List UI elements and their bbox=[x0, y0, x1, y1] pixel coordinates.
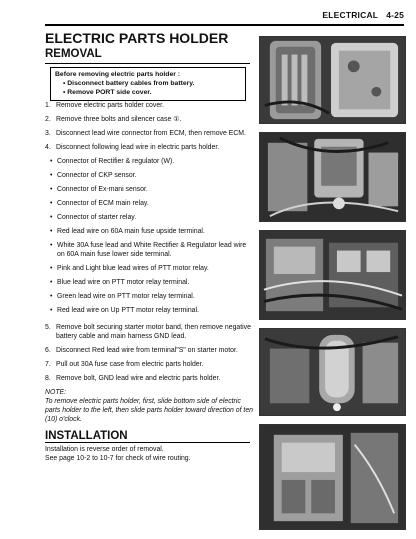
step-item bbox=[45, 346, 255, 355]
photo-silencer-case bbox=[259, 132, 406, 222]
bullet-item: • Blue lead wire on PTT motor relay terminal. bbox=[45, 278, 255, 287]
installation-line: Installation is reverse order of removal. bbox=[45, 446, 164, 453]
bullet-item: • Connector of CKP sensor. bbox=[45, 171, 255, 180]
step-number: 6. bbox=[45, 347, 51, 354]
bullet-item: • Green lead wire on PTT motor relay terminal. bbox=[45, 292, 255, 301]
page-number: 4-25 bbox=[386, 10, 404, 20]
step-text: Disconnect following lead wire in electric parts holder. bbox=[56, 144, 220, 151]
step-number: 3. bbox=[45, 130, 51, 137]
step-text: Remove bolt securing starter motor band, then remove negative battery cable and main harness GND lead. bbox=[56, 324, 251, 340]
warning-line: • Disconnect battery cables from battery. bbox=[63, 80, 195, 87]
step-number: 2. bbox=[45, 116, 51, 123]
bullet-text: Pink and Light blue lead wires of PTT motor relay. bbox=[57, 265, 209, 272]
procedure-content bbox=[45, 101, 255, 463]
bullet-text: Red lead wire on 60A main fuse upside terminal. bbox=[57, 228, 205, 235]
step-item bbox=[45, 101, 255, 110]
warning-box bbox=[50, 67, 246, 101]
subtitle-rule bbox=[45, 63, 250, 64]
step-item bbox=[45, 374, 255, 383]
bullet-item: • Connector of Rectifier & regulator (W). bbox=[45, 157, 255, 166]
section-name: ELECTRICAL bbox=[322, 10, 379, 20]
bullet-text: Blue lead wire on PTT motor relay terminal. bbox=[57, 279, 190, 286]
bullet-item: • White 30A fuse lead and White Rectifier & Regulator lead wire on 60A main fuse lower side terminal. bbox=[45, 241, 255, 259]
step-text: Remove bolt, GND lead wire and electric parts holder. bbox=[56, 375, 221, 382]
installation-line: See page 10-2 to 10-7 for check of wire routing. bbox=[45, 455, 191, 462]
photo-parts-holder-cover bbox=[259, 36, 406, 124]
header-rule bbox=[45, 24, 404, 26]
bullet-item: • Red lead wire on 60A main fuse upside terminal. bbox=[45, 227, 255, 236]
bullet-item: • Pink and Light blue lead wires of PTT motor relay. bbox=[45, 264, 255, 273]
bullet-text: Connector of ECM main relay. bbox=[57, 200, 149, 207]
step-item bbox=[45, 115, 255, 124]
bullet-text: Connector of Ex-mani sensor. bbox=[57, 186, 148, 193]
step-item bbox=[45, 129, 255, 138]
bullet-text: Green lead wire on PTT motor relay terminal. bbox=[57, 293, 195, 300]
note-heading: NOTE: bbox=[45, 389, 67, 396]
step-text: Disconnect Red lead wire from terminal"S" on starter motor. bbox=[56, 347, 238, 354]
bullet-item: • Red lead wire on Up PTT motor relay terminal. bbox=[45, 306, 255, 315]
warning-line: • Remove PORT side cover. bbox=[63, 89, 152, 96]
bullet-text: Connector of Rectifier & regulator (W). bbox=[57, 158, 175, 165]
installation-heading: INSTALLATION bbox=[45, 430, 128, 442]
step-text: Remove electric parts holder cover. bbox=[56, 102, 164, 109]
photo-starter-motor bbox=[259, 328, 406, 416]
bullet-text: Red lead wire on Up PTT motor relay terminal. bbox=[57, 307, 199, 314]
step-number: 1. bbox=[45, 102, 51, 109]
page-header bbox=[322, 10, 404, 20]
step-number: 8. bbox=[45, 375, 51, 382]
step-item bbox=[45, 323, 255, 341]
bullet-text: White 30A fuse lead and White Rectifier & Regulator lead wire on 60A main fuse lower side terminal. bbox=[57, 242, 247, 258]
step-text: Remove three bolts and silencer case ①. bbox=[56, 116, 182, 123]
step-text: Pull out 30A fuse case from electric parts holder. bbox=[56, 361, 204, 368]
bullet-text: Connector of CKP sensor. bbox=[57, 172, 137, 179]
bullet-text: Connector of starter relay. bbox=[57, 214, 137, 221]
installation-rule bbox=[45, 442, 250, 443]
step-number: 5. bbox=[45, 324, 51, 331]
bullet-item: • Connector of Ex-mani sensor. bbox=[45, 185, 255, 194]
step-item bbox=[45, 360, 255, 369]
photo-lead-wires bbox=[259, 230, 406, 320]
warning-heading: Before removing electric parts holder : bbox=[55, 71, 181, 78]
step-number: 4. bbox=[45, 144, 51, 151]
bullet-item: • Connector of ECM main relay. bbox=[45, 199, 255, 208]
step-text: Disconnect lead wire connector from ECM, then remove ECM. bbox=[56, 130, 246, 137]
step-number: 7. bbox=[45, 361, 51, 368]
note-text: To remove electric parts holder, first, slide bottom side of electric parts holder to the left, then slide parts holder toward direction of ten (10) o'clock. bbox=[45, 398, 253, 423]
section-subtitle: REMOVAL bbox=[45, 48, 102, 60]
step-item bbox=[45, 143, 255, 152]
photo-holder-removed bbox=[259, 424, 406, 530]
page-title: ELECTRIC PARTS HOLDER bbox=[45, 30, 229, 46]
bullet-item: • Connector of starter relay. bbox=[45, 213, 255, 222]
